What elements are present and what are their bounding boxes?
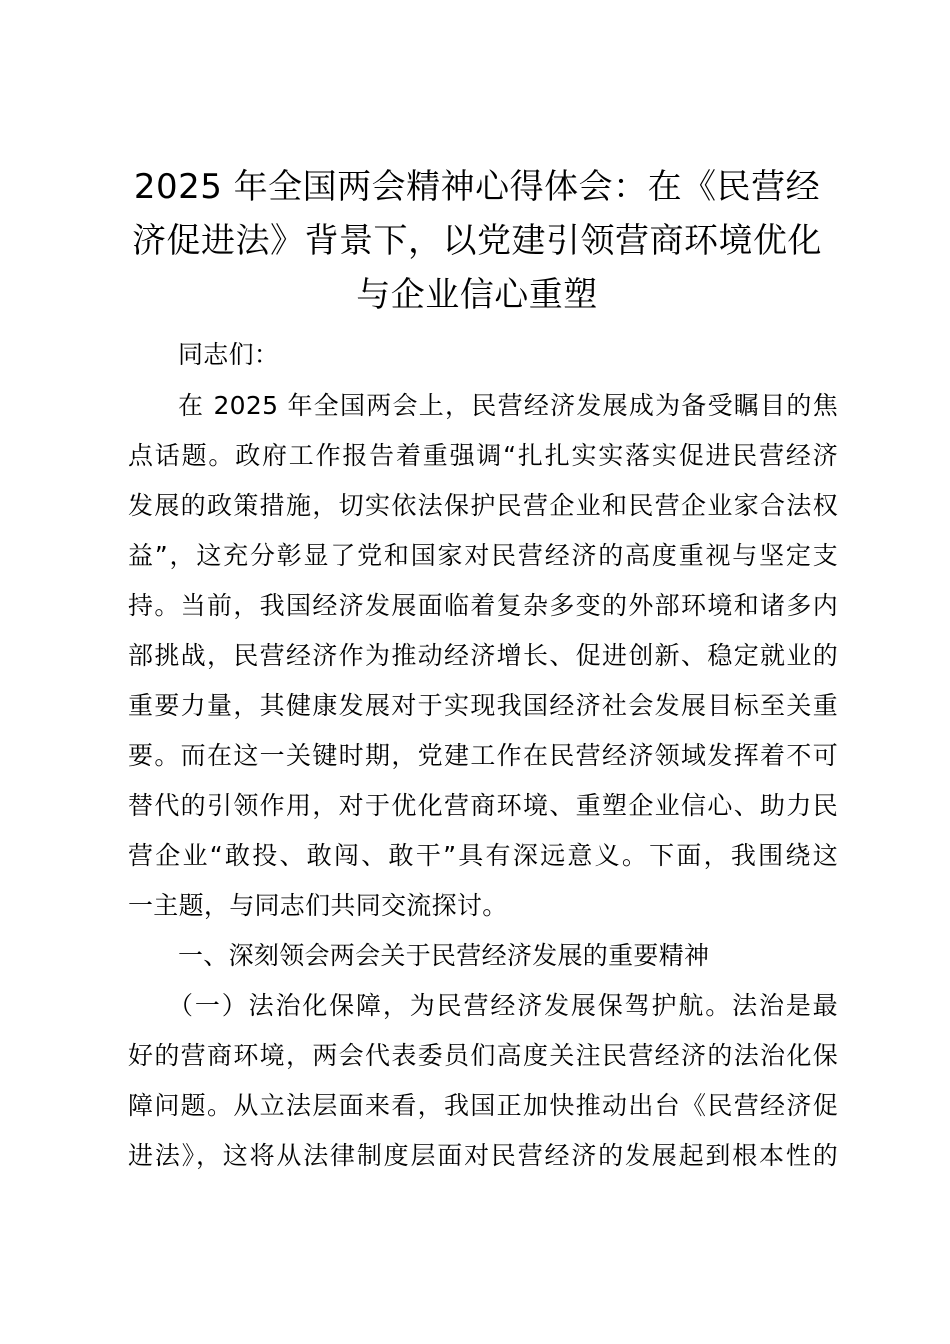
section-1-heading: 一、深刻领会两会关于民营经济发展的重要精神 [178, 941, 710, 970]
paragraph-1-line-4: 益”，这充分彰显了党和国家对民营经济的高度重视与坚定支 [128, 541, 838, 570]
title-line-3: 与企业信心重塑 [356, 275, 598, 315]
paragraph-1-line-1: 在 2025 年全国两会上，民营经济发展成为备受瞩目的焦 [178, 391, 838, 420]
title-line-2: 济促进法》背景下，以党建引领营商环境优化 [132, 221, 822, 261]
paragraph-1-line-5: 持。当前，我国经济发展面临着复杂多变的外部环境和诸多内 [128, 591, 838, 620]
paragraph-2-line-3: 障问题。从立法层面来看，我国正加快推动出台《民营经济促 [128, 1091, 838, 1120]
paragraph-2-line-2: 好的营商环境，两会代表委员们高度关注民营经济的法治化保 [128, 1041, 838, 1070]
title-line-1: 2025 年全国两会精神心得体会：在《民营经 [133, 167, 821, 207]
paragraph-1-line-7: 重要力量，其健康发展对于实现我国经济社会发展目标至关重 [128, 691, 838, 720]
paragraph-1-line-3: 发展的政策措施，切实依法保护民营企业和民营企业家合法权 [128, 491, 838, 520]
paragraph-1-line-10: 营企业“敢投、敢闯、敢干”具有深远意义。下面，我围绕这 [128, 841, 838, 870]
paragraph-1-line-11: 一主题，与同志们共同交流探讨。 [128, 891, 508, 920]
paragraph-1-line-6: 部挑战，民营经济作为推动经济增长、促进创新、稳定就业的 [128, 641, 838, 670]
paragraph-1-line-2: 点话题。政府工作报告着重强调“扎扎实实落实促进民营经济 [128, 441, 838, 470]
paragraph-2-line-1: （一）法治化保障，为民营经济发展保驾护航。法治是最 [168, 991, 838, 1020]
paragraph-1-line-9: 替代的引领作用，对于优化营商环境、重塑企业信心、助力民 [128, 791, 838, 820]
paragraph-1-line-8: 要。而在这一关键时期，党建工作在民营经济领域发挥着不可 [128, 741, 838, 770]
paragraph-2-line-4: 进法》，这将从法律制度层面对民营经济的发展起到根本性的 [128, 1141, 838, 1170]
salutation: 同志们： [178, 340, 280, 369]
document-title [118, 160, 836, 322]
